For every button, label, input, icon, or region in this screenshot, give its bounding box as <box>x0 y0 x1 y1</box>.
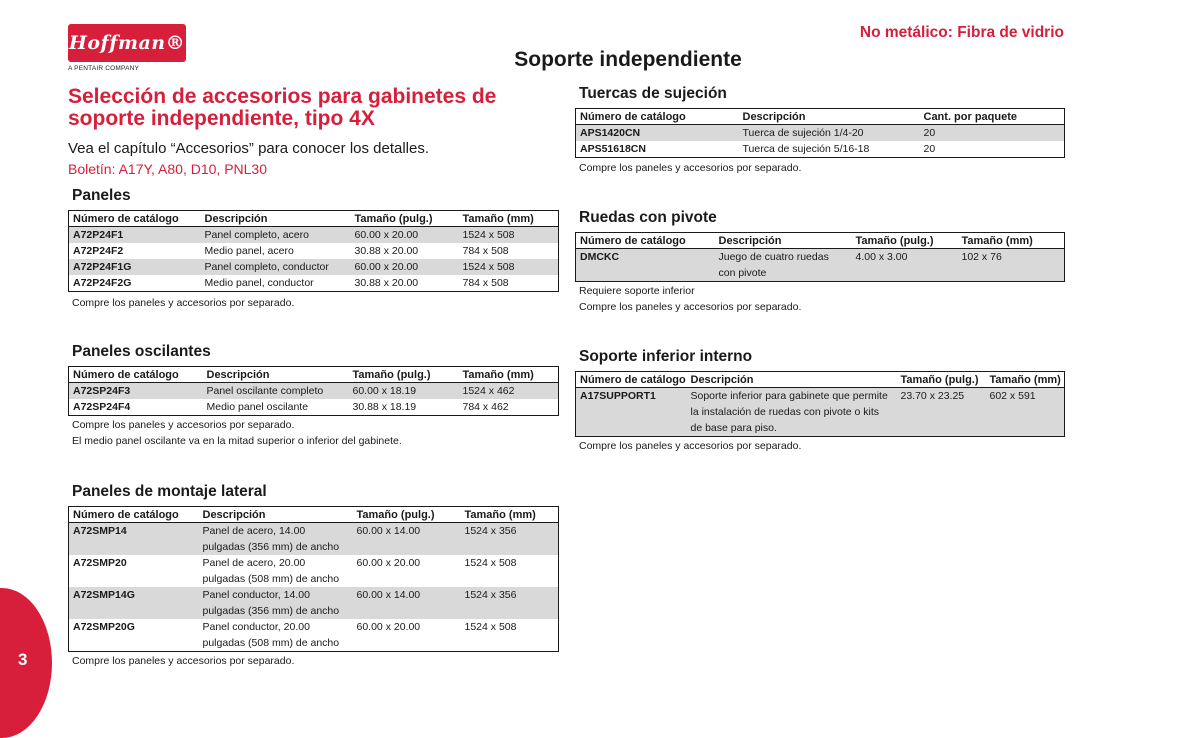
bulletin-reference: Boletín: A17Y, A80, D10, PNL30 <box>68 161 268 177</box>
catalog-number: A72SMP14 <box>69 523 199 556</box>
column-header: Número de catálogo <box>69 507 199 523</box>
section-title-lateral: Paneles de montaje lateral <box>72 483 267 500</box>
column-header: Descripción <box>687 372 897 388</box>
note-line: Compre los paneles y accesorios por separado. <box>72 297 295 309</box>
column-header: Tamaño (mm) <box>459 211 559 227</box>
column-header: Descripción <box>739 109 920 125</box>
table-cell: Medio panel oscilante <box>206 401 309 413</box>
table-lateral <box>68 506 559 652</box>
table-cell: 60.00 x 20.00 <box>356 621 421 633</box>
table-row <box>69 243 559 259</box>
catalog-number: A72P24F2G <box>73 277 132 289</box>
table-cell: 30.88 x 18.19 <box>352 401 417 413</box>
column-header: Número de catálogo <box>576 109 739 125</box>
table-cell: 60.00 x 18.19 <box>349 383 459 400</box>
table-cell: 60.00 x 14.00 <box>353 523 461 556</box>
column-header: Tamaño (mm) <box>461 507 559 523</box>
table-row <box>69 275 559 292</box>
table-cell: 30.88 x 20.00 <box>354 277 419 289</box>
table-cell: Soporte inferior para gabinete que permite la instalación de ruedas con pivote o kits de base para piso. <box>687 388 897 437</box>
table-cell: Juego de cuatro ruedas con pivote <box>715 249 852 282</box>
notes-ruedas <box>579 283 801 315</box>
table-cell: Tuerca de sujeción 1/4-20 <box>739 125 920 142</box>
intro-text: Vea el capítulo “Accesorios” para conocer los detalles. <box>68 140 430 157</box>
page-number: 3 <box>18 650 28 669</box>
note-line: El medio panel oscilante va en la mitad superior o inferior del gabinete. <box>72 435 402 447</box>
table-cell: 60.00 x 20.00 <box>356 557 421 569</box>
note-line: Compre los paneles y accesorios por separado. <box>579 301 802 313</box>
table-cell: 784 x 462 <box>462 401 509 413</box>
table-cell: 784 x 508 <box>462 277 509 289</box>
table-cell: 1524 x 462 <box>459 383 559 400</box>
table-cell: Medio panel, acero <box>204 245 294 257</box>
column-header: Tamaño (pulg.) <box>351 211 459 227</box>
table-row <box>69 227 559 244</box>
table-cell: 60.00 x 14.00 <box>353 587 461 619</box>
table-cell: Panel conductor, 20.00 pulgadas (508 mm) de ancho <box>202 621 340 649</box>
note-line: Compre los paneles y accesorios por separado. <box>72 419 295 431</box>
table-row <box>69 619 559 652</box>
page-title: Soporte independiente <box>514 48 742 71</box>
table-cell: 4.00 x 3.00 <box>852 249 958 282</box>
table-cell: Panel conductor, 14.00 pulgadas (356 mm) de ancho <box>199 587 353 619</box>
section-title-ruedas: Ruedas con pivote <box>579 209 717 226</box>
catalog-number: A72P24F2 <box>73 245 124 257</box>
logo-subtitle: A PENTAIR COMPANY <box>68 65 140 72</box>
table-cell: 102 x 76 <box>958 249 1065 282</box>
catalog-number: APS1420CN <box>576 125 739 142</box>
notes-tuercas <box>579 160 801 176</box>
table-row <box>576 125 1065 142</box>
column-header: Número de catálogo <box>69 211 201 227</box>
table-cell: 1524 x 356 <box>461 523 559 556</box>
table-row <box>69 399 559 416</box>
table-cell: 1524 x 508 <box>459 227 559 244</box>
table-paneles <box>68 210 559 292</box>
column-header: Tamaño (mm) <box>986 372 1065 388</box>
table-cell: Panel de acero, 14.00 pulgadas (356 mm) de ancho <box>199 523 353 556</box>
table-cell: 23.70 x 23.25 <box>897 388 986 437</box>
category-label: No metálico: Fibra de vidrio <box>859 24 1064 41</box>
table-row <box>576 249 1065 282</box>
table-cell: 602 x 591 <box>986 388 1065 437</box>
catalog-number: DMCKC <box>576 249 715 282</box>
column-header: Número de catálogo <box>576 233 715 249</box>
table-cell: 1524 x 356 <box>461 587 559 619</box>
catalog-number: A72SMP20 <box>73 557 127 569</box>
section-title-tuercas: Tuercas de sujeción <box>579 85 727 102</box>
table-row <box>69 587 559 619</box>
table-cell: Panel oscilante completo <box>203 383 349 400</box>
table-cell: 60.00 x 20.00 <box>351 227 459 244</box>
table-cell: 1524 x 508 <box>459 259 559 275</box>
column-header: Cant. por paquete <box>920 109 1065 125</box>
notes-oscilantes <box>72 417 402 449</box>
logo-text: Hoffman® <box>68 32 186 54</box>
table-row <box>576 141 1065 158</box>
column-header: Tamaño (pulg.) <box>897 372 986 388</box>
catalog-number: A72P24F1G <box>69 259 201 275</box>
table-row <box>69 555 559 587</box>
column-header: Número de catálogo <box>69 367 203 383</box>
catalog-number: APS51618CN <box>580 143 646 155</box>
catalog-number: A72SP24F4 <box>73 401 131 413</box>
table-cell: 784 x 508 <box>462 245 509 257</box>
section-title-paneles: Paneles <box>72 187 131 204</box>
column-header: Tamaño (pulg.) <box>852 233 958 249</box>
column-header: Tamaño (pulg.) <box>353 507 461 523</box>
note-line: Compre los paneles y accesorios por separado. <box>579 162 802 174</box>
section-title-oscilantes: Paneles oscilantes <box>72 343 211 360</box>
table-cell: 1524 x 508 <box>464 621 517 633</box>
table-cell: Tuerca de sujeción 5/16-18 <box>742 143 870 155</box>
notes-paneles <box>72 295 294 311</box>
table-oscilantes <box>68 366 559 416</box>
table-cell: Panel completo, conductor <box>201 259 351 275</box>
table-row <box>69 259 559 275</box>
note-line: Compre los paneles y accesorios por separado. <box>579 440 802 452</box>
table-cell: 1524 x 508 <box>464 557 517 569</box>
column-header: Tamaño (mm) <box>958 233 1065 249</box>
catalog-number: A17SUPPORT1 <box>576 388 687 437</box>
catalog-number: A72SMP20G <box>73 621 135 633</box>
column-header: Número de catálogo <box>576 372 687 388</box>
table-cell: Panel de acero, 20.00 pulgadas (508 mm) de ancho <box>202 557 340 585</box>
table-cell: 20 <box>923 143 936 155</box>
table-row <box>69 383 559 400</box>
table-cell: 20 <box>920 125 1065 142</box>
table-cell: 60.00 x 20.00 <box>351 259 459 275</box>
catalog-number: A72SMP14G <box>69 587 199 619</box>
table-cell: Medio panel, conductor <box>204 277 314 289</box>
main-heading: Selección de accesorios para gabinetes de soporte independiente, tipo 4X <box>68 85 497 130</box>
table-row <box>576 388 1065 437</box>
table-cell: 30.88 x 20.00 <box>354 245 419 257</box>
column-header: Tamaño (pulg.) <box>349 367 459 383</box>
table-ruedas <box>575 232 1065 282</box>
section-title-inferior: Soporte inferior interno <box>579 348 753 365</box>
column-header: Descripción <box>715 233 852 249</box>
catalog-number: A72SP24F3 <box>69 383 203 400</box>
column-header: Descripción <box>203 367 349 383</box>
note-line: Requiere soporte inferior <box>579 285 695 297</box>
notes-lateral <box>72 653 294 669</box>
notes-inferior <box>579 438 801 454</box>
table-inferior <box>575 371 1065 437</box>
table-tuercas <box>575 108 1065 158</box>
table-cell: Panel completo, acero <box>201 227 351 244</box>
note-line: Compre los paneles y accesorios por separado. <box>72 655 295 667</box>
column-header: Descripción <box>199 507 353 523</box>
table-row <box>69 523 559 556</box>
catalog-number: A72P24F1 <box>69 227 201 244</box>
column-header: Descripción <box>201 211 351 227</box>
column-header: Tamaño (mm) <box>459 367 559 383</box>
